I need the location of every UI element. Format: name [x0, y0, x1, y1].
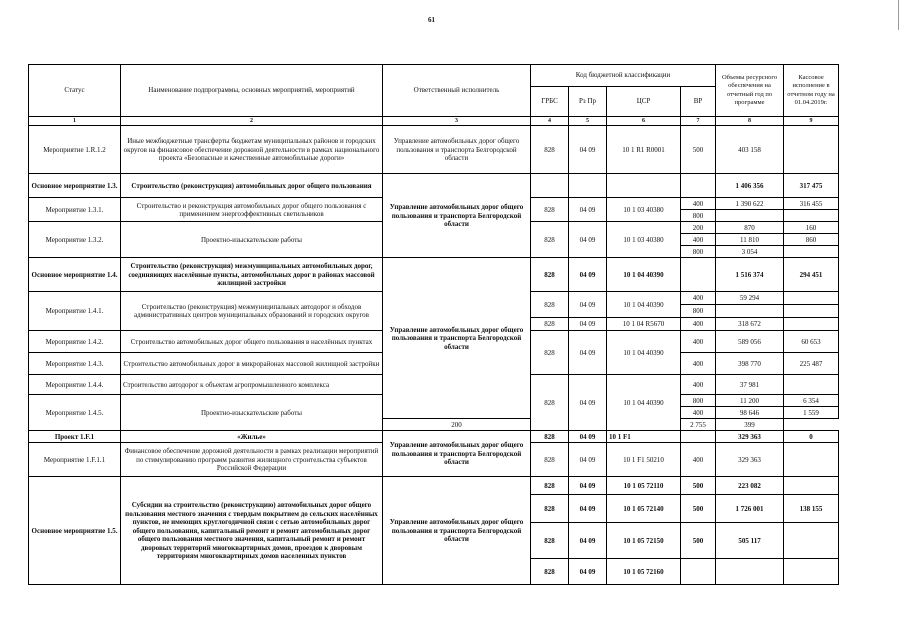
row-rzpr: 04 09 [569, 495, 607, 523]
row-executor: Управление автомобильных дорог общего пользования и транспорта Белгородской области [383, 258, 531, 419]
row-volume: 870 [716, 222, 784, 234]
colnum-9: 9 [784, 117, 839, 126]
row-status: Основное мероприятие 1.3. [29, 174, 121, 198]
row-rzpr [569, 174, 607, 198]
row-name: Строительство автомобильных дорог в микрорайонах массовой жилищной застройки [121, 353, 383, 375]
row-vr: 800 [681, 395, 716, 407]
colnum-8: 8 [716, 117, 784, 126]
row-rzpr: 04 09 [569, 523, 607, 559]
row-csr: 10 1 05 72160 [607, 559, 681, 585]
row-cash: 294 451 [784, 258, 839, 292]
row-csr: 10 1 04 40390 [607, 331, 681, 375]
row-volume: 329 363 [716, 443, 784, 477]
header-volume: Объемы ресурсного обеспечения на отчетный год по программе [716, 65, 784, 117]
header-csr: ЦСР [607, 87, 681, 117]
row-cash: 860 [784, 234, 839, 246]
row-name: Строительство (реконструкция) автомобильных дорог общего пользования [121, 174, 383, 198]
row-grbs: 828 [531, 443, 569, 477]
row-grbs: 828 [531, 477, 569, 495]
row-csr: 10 1 04 40390 [607, 258, 681, 292]
row-csr: 10 1 03 40380 [607, 198, 681, 222]
row-grbs: 828 [531, 126, 569, 174]
row-status: Мероприятие 1.4.4. [29, 375, 121, 395]
row-executor: Управление автомобильных дорог общего пользования и транспорта Белгородской области [383, 431, 531, 477]
header-cash: Кассовое исполнение в отчетном году на 01.04.2019г. [784, 65, 839, 117]
row-cash [784, 477, 839, 495]
row-csr: 10 1 F1 50210 [607, 443, 681, 477]
row-vr: 500 [681, 523, 716, 559]
row-name: Строительство автодорог к объектам агропромышленного комплекса [121, 375, 383, 395]
row-grbs: 828 [531, 495, 569, 523]
row-vr [681, 174, 716, 198]
row-cash [784, 126, 839, 174]
row-vr [681, 559, 716, 585]
row-csr: 10 1 05 72150 [607, 523, 681, 559]
page-corner [898, 0, 905, 30]
row-volume: 3 054 [716, 246, 784, 258]
row-grbs [531, 174, 569, 198]
row-grbs: 828 [531, 431, 569, 443]
row-status: Мероприятие 1.3.2. [29, 222, 121, 258]
row-status: Основное мероприятие 1.4. [29, 258, 121, 292]
row-volume: 1 390 622 [716, 198, 784, 210]
row-rzpr: 04 09 [569, 258, 607, 292]
row-vr: 400 [681, 292, 716, 305]
colnum-4: 4 [531, 117, 569, 126]
row-cash [784, 523, 839, 559]
row-rzpr: 04 09 [569, 559, 607, 585]
row-volume: 589 056 [716, 331, 784, 353]
row-cash [784, 318, 839, 331]
row-volume: 403 158 [716, 126, 784, 174]
row-volume: 398 770 [716, 353, 784, 375]
row-cash [784, 246, 839, 258]
header-grbs: ГРБС [531, 87, 569, 117]
row-csr: 10 1 05 72110 [607, 477, 681, 495]
row-rzpr: 04 09 [569, 292, 607, 318]
row-status: Мероприятие 1.4.3. [29, 353, 121, 375]
row-volume: 11 810 [716, 234, 784, 246]
row-vr: 400 [681, 331, 716, 353]
row-rzpr: 04 09 [569, 198, 607, 222]
row-executor: Управление автомобильных дорог общего пользования и транспорта Белгородской области [383, 174, 531, 258]
row-cash: 0 [784, 431, 839, 443]
row-rzpr: 04 09 [569, 375, 607, 431]
row-vr: 800 [681, 305, 716, 318]
row-volume: 318 672 [716, 318, 784, 331]
row-volume: 223 082 [716, 477, 784, 495]
row-status: Мероприятие 1.4.5. [29, 395, 121, 431]
colnum-6: 6 [607, 117, 681, 126]
row-grbs: 828 [531, 318, 569, 331]
row-volume: 505 117 [716, 523, 784, 559]
row-rzpr: 04 09 [569, 431, 607, 443]
row-vr: 400 [681, 353, 716, 375]
row-csr [607, 174, 681, 198]
header-rzpr: Рз Пр [569, 87, 607, 117]
row-name: Строительство (реконструкция) межмуниципальных автодорог и обходов административных центров муниципальных образований и городских округов [121, 292, 383, 331]
row-vr [681, 258, 716, 292]
row-cash: 160 [784, 222, 839, 234]
row-vr: 400 [681, 198, 716, 210]
row-name: Субсидии на строительство (реконструкцию) автомобильных дорог общего пользования местного значения с твердым покрытием до сельских населённых пунктов, не имеющих круглогодичной связи с сетью автомобильных дорог общего пользования, капитальный ремонт и ремонт автомобильных дорог общего пользования местного значения, капитальный ремонт и ремонт дворовых территорий многоквартирных домов, проездов к дворовым территориям многоквартирных домов населенных пунктов [121, 477, 383, 585]
row-rzpr: 04 09 [569, 443, 607, 477]
row-cash: 1 559 [784, 407, 839, 419]
row-csr: 10 1 R1 R0001 [607, 126, 681, 174]
budget-table [28, 64, 839, 585]
row-grbs: 828 [531, 559, 569, 585]
row-vr: 400 [681, 375, 716, 395]
header-name: Наименование подпрограммы, основных мероприятий, мероприятий [121, 65, 383, 117]
row-cash [784, 292, 839, 305]
row-name: «Жилье» [121, 431, 383, 443]
header-budget-code: Код бюджетной классификации [531, 65, 716, 87]
row-vr: 400 [681, 234, 716, 246]
row-csr: 10 1 04 40390 [607, 292, 681, 318]
row-name: Строительство автомобильных дорог общего пользования в населённых пунктах [121, 331, 383, 353]
colnum-1: 1 [29, 117, 121, 126]
row-executor: Управление автомобильных дорог общего пользования и транспорта Белгородской области [383, 126, 531, 174]
header-vr: ВР [681, 87, 716, 117]
row-rzpr: 04 09 [569, 477, 607, 495]
row-csr: 10 1 F1 [607, 431, 681, 443]
row-grbs: 828 [531, 375, 569, 431]
row-rzpr: 04 09 [569, 331, 607, 375]
row-vr: 500 [681, 477, 716, 495]
row-volume: 37 981 [716, 375, 784, 395]
colnum-7: 7 [681, 117, 716, 126]
row-status: Проект 1.F.1 [29, 431, 121, 443]
row-rzpr: 04 09 [569, 318, 607, 331]
row-status: Мероприятие 1.3.1. [29, 198, 121, 222]
colnum-3: 3 [383, 117, 531, 126]
row-name: Проектно-изыскательские работы [121, 395, 383, 431]
colnum-2: 2 [121, 117, 383, 126]
row-cash [784, 305, 839, 318]
row-status: Мероприятие 1.R.1.2 [29, 126, 121, 174]
row-name: Иные межбюджетные трансферты бюджетам муниципальных районов и городских округов на финансовое обеспечение дорожной деятельности в рамках национального проекта «Безопасные и качественные автомобильные дороги» [121, 126, 383, 174]
page-number: 61 [428, 16, 435, 24]
row-volume: 1 516 374 [716, 258, 784, 292]
row-vr: 400 [681, 318, 716, 331]
row-volume: 11 200 [716, 395, 784, 407]
row-volume [716, 210, 784, 222]
row-vr [681, 431, 716, 443]
row-cash: 316 455 [784, 198, 839, 210]
row-vr: 500 [681, 126, 716, 174]
row-vr: 400 [681, 443, 716, 477]
row-cash [784, 559, 839, 585]
row-volume: 1 406 356 [716, 174, 784, 198]
row-status: Мероприятие 1.F.1.1 [29, 443, 121, 477]
row-csr: 10 1 03 40380 [607, 222, 681, 258]
row-cash: 399 [716, 419, 784, 431]
row-vr: 200 [383, 419, 531, 431]
row-vr: 400 [681, 407, 716, 419]
row-executor: Управление автомобильных дорог общего пользования и транспорта Белгородской области [383, 477, 531, 585]
row-csr: 10 1 04 R5670 [607, 318, 681, 331]
row-name: Проектно-изыскательские работы [121, 222, 383, 258]
row-vr: 800 [681, 210, 716, 222]
row-cash: 225 487 [784, 353, 839, 375]
row-vr: 500 [681, 495, 716, 523]
header-status: Статус [29, 65, 121, 117]
row-grbs: 828 [531, 292, 569, 318]
header-executor: Ответственный исполнитель [383, 65, 531, 117]
row-volume: 1 726 001 [716, 495, 784, 523]
row-volume: 98 646 [716, 407, 784, 419]
row-rzpr: 04 09 [569, 126, 607, 174]
row-cash [784, 375, 839, 395]
row-cash [784, 210, 839, 222]
row-csr: 10 1 04 40390 [607, 375, 681, 431]
row-volume: 329 363 [716, 431, 784, 443]
row-cash: 138 155 [784, 495, 839, 523]
row-name: Строительство (реконструкция) межмуниципальных автомобильных дорог, соединяющих населённые пункты, автомобильных дорог в районах массовой жилищной застройки [121, 258, 383, 292]
row-status: Мероприятие 1.4.2. [29, 331, 121, 353]
row-volume [716, 305, 784, 318]
row-volume: 2 755 [681, 419, 716, 431]
row-grbs: 828 [531, 222, 569, 258]
row-grbs: 828 [531, 331, 569, 375]
row-csr: 10 1 05 72140 [607, 495, 681, 523]
row-grbs: 828 [531, 258, 569, 292]
colnum-5: 5 [569, 117, 607, 126]
row-cash: 317 475 [784, 174, 839, 198]
row-cash: 60 653 [784, 331, 839, 353]
row-status: Мероприятие 1.4.1. [29, 292, 121, 331]
row-grbs: 828 [531, 198, 569, 222]
row-cash: 6 354 [784, 395, 839, 407]
row-name: Финансовое обеспечение дорожной деятельности в рамках реализации мероприятий по стимулированию программ развития жилищного строительства субъектов Российской Федерации [121, 443, 383, 477]
row-grbs: 828 [531, 523, 569, 559]
row-vr: 800 [681, 246, 716, 258]
row-volume [716, 559, 784, 585]
row-name: Строительство и реконструкция автомобильных дорог общего пользования с применением энергоэффективных светильников [121, 198, 383, 222]
row-rzpr: 04 09 [569, 222, 607, 258]
row-cash [784, 443, 839, 477]
row-vr: 200 [681, 222, 716, 234]
row-status: Основное мероприятие 1.5. [29, 477, 121, 585]
row-volume: 59 294 [716, 292, 784, 305]
